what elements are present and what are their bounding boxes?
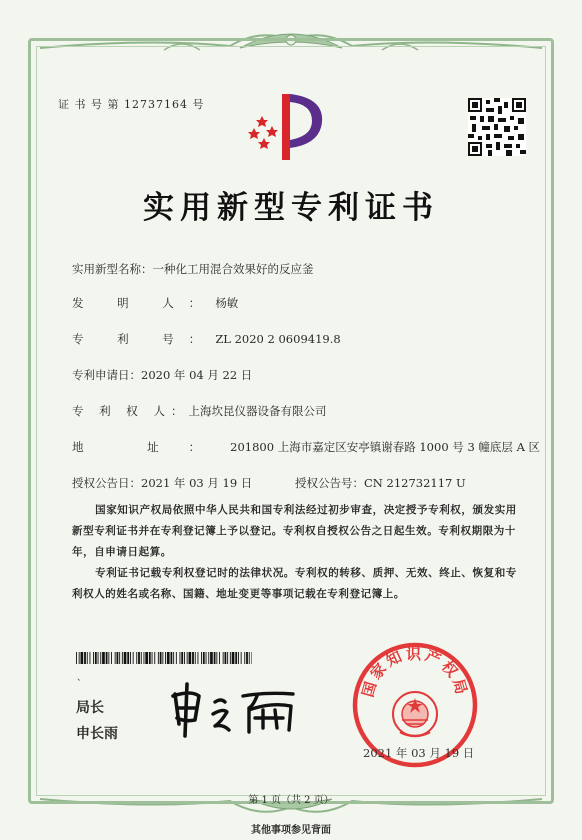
seal-text: 国家知识产权局	[358, 644, 472, 700]
legal-paragraph-2: 专利证书记载专利权登记时的法律状况。专利权的转移、质押、无效、终止、恢复和专利权人的姓名或名称、国籍、地址变更等事项记载在专利登记簿上。	[72, 567, 517, 600]
footer-note: 其他事项参见背面	[251, 825, 331, 836]
address: 地 址：201800 上海市嘉定区安亭镇谢春路 1000 号 3 幢底层 A 区	[72, 440, 541, 454]
certificate-title: 实用新型专利证书	[143, 190, 439, 226]
barcode-icon	[76, 652, 252, 664]
page-number: 第 1 页（共 2 页）	[248, 795, 334, 806]
small-mark: 、	[77, 673, 87, 683]
utility-model-name: 实用新型名称：一种化工用混合效果好的反应釜	[72, 262, 314, 276]
cnipa-logo-icon	[246, 88, 326, 162]
patentee: 专 利 权 人：上海坎昆仪器设备有限公司	[72, 404, 327, 418]
filing-date: 专利申请日：2020 年 04 月 22 日	[72, 368, 253, 382]
director-title: 局长	[76, 700, 104, 716]
patent-number: 专 利 号：ZL 2020 2 0609419.8	[72, 332, 341, 346]
seal-date: 2021 年 03 月 19 日	[363, 746, 475, 760]
legal-paragraph-1: 国家知识产权局依照中华人民共和国专利法经过初步审查，决定授予专利权，颁发实用新型专利证书并在专利登记簿上予以登记。专利权自授权公告之日起生效。专利权期限为十年，自申请日起算。	[72, 504, 517, 558]
inventor: 发 明 人：杨敏	[72, 296, 239, 310]
certificate-number: 证 书 号 第 12737164 号	[58, 98, 205, 111]
qr-code-icon	[468, 98, 526, 156]
grant-publication-number: 授权公告号：CN 212732117 U	[295, 476, 466, 490]
director-name: 申长雨	[76, 726, 118, 742]
director-block	[76, 695, 118, 747]
director-signature	[165, 680, 305, 738]
svg-text:国家知识产权局	[359, 645, 472, 699]
grant-date: 授权公告日：2021 年 03 月 19 日	[72, 476, 253, 490]
